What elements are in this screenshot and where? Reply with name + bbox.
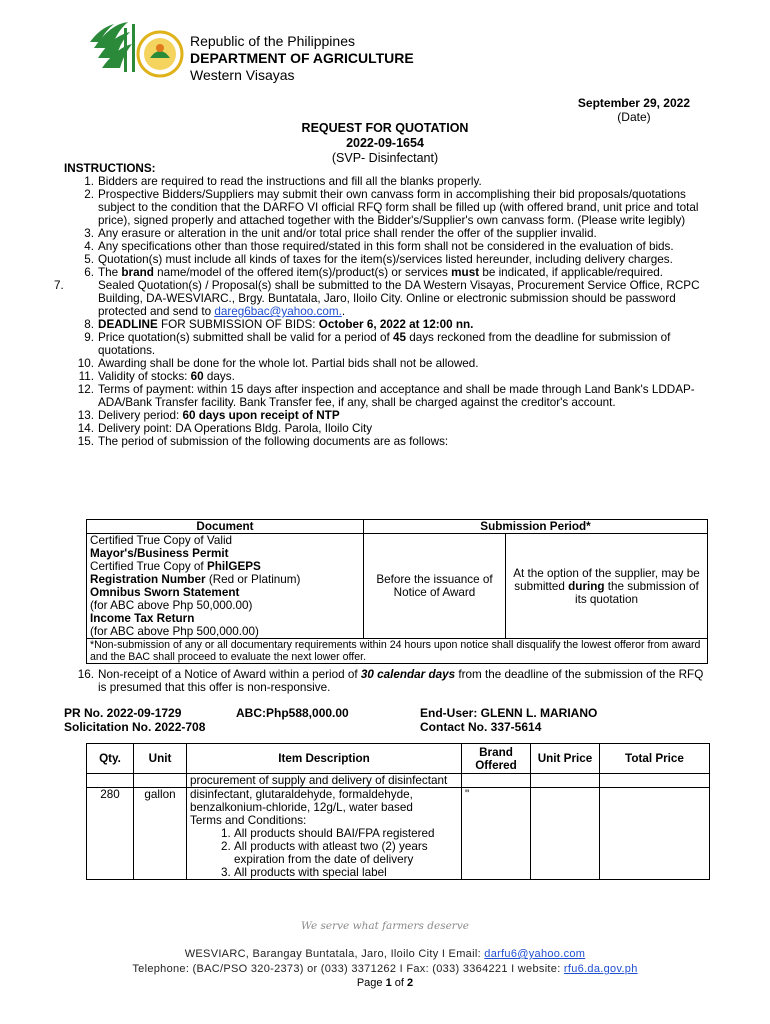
end-user: End-User: GLENN L. MARIANO: [420, 706, 598, 720]
col-document: Document: [87, 520, 364, 534]
contact-number: Contact No. 337-5614: [420, 720, 542, 734]
instruction-item: 8. DEADLINE FOR SUBMISSION OF BIDS: October 6, 2022 at 12:00 nn.: [84, 318, 474, 331]
instruction-item: 2. Prospective Bidders/Suppliers may submit their own canvass form in accomplishing their bid proposals/quotations subject to the condition that the DARFO VI official RFQ form shall be filled up (with offered brand, unit price and total price), signed properly and attached together with the Bidder's/Supplier's own canvass form. (Please write legibly): [84, 188, 699, 227]
table-row: [87, 774, 710, 788]
submission-note: *Non-submission of any or all documentary requirements within 24 hours upon notice shall disqualify the lowest offeror from award and the BAC shall proceed to evaluate the next lower offer.: [87, 639, 708, 664]
instruction-item: 10. Awarding shall be done for the whole lot. Partial bids shall not be allowed.: [77, 357, 479, 370]
abc-amount: ABC:Php588,000.00: [236, 706, 349, 720]
date-value: September 29, 2022: [577, 96, 690, 110]
col-qty: Qty.: [87, 744, 134, 774]
footer-contact: Telephone: (BAC/PSO 320-2373) or (033) 3371262 I Fax: (033) 3364221 I website: rfu6.da.gov.ph: [132, 963, 638, 975]
submission-table: [86, 519, 708, 664]
document-title: [0, 121, 770, 166]
instruction-item: 3. Any erasure or alteration in the unit and/or total price shall render the offer of the supplier invalid.: [84, 227, 597, 240]
instruction-item: 4. Any specifications other than those required/stated in this form shall not be considered in the evaluation of bids.: [84, 240, 674, 253]
instruction-item: 11. Validity of stocks: 60 days.: [78, 370, 235, 383]
pr-number: PR No. 2022-09-1729: [64, 706, 182, 720]
instruction-item: 1. Bidders are required to read the instructions and fill all the blanks properly.: [84, 175, 482, 188]
instruction-item: 5. Quotation(s) must include all kinds of taxes for the item(s)/services listed hereunder, including delivery charges.: [84, 253, 673, 266]
republic-line: Republic of the Philippines: [190, 33, 355, 49]
solicitation-number: Solicitation No. 2022-708: [64, 720, 206, 734]
instructions-heading: INSTRUCTIONS:: [64, 162, 156, 175]
col-item-description: Item Description: [187, 744, 462, 774]
instructions: [54, 162, 714, 448]
footer-website-link[interactable]: rfu6.da.gov.ph: [563, 963, 638, 975]
end-user-block: [420, 706, 597, 734]
instruction-item: 12. Terms of payment: within 15 days after inspection and acceptance and shall be made through Land Bank's LDDAP-ADA/Bank Transfer facility. Bank Transfer fee, if any, shall be charged against the creditor's account.: [77, 383, 695, 409]
item-unit: gallon: [134, 788, 187, 880]
item-intro: procurement of supply and delivery of disinfectant: [187, 774, 462, 788]
document-cell: Certified True Copy of Valid Mayor's/Business Permit Certified True Copy of PhilGEPS Registration Number (Red or Platinum) Omnibus Sworn Statement (for ABC above Php 50,000.00) Income Tax Return (for ABC above Php 500,000.00): [87, 534, 364, 639]
bac-email-link[interactable]: dareg6bac@yahoo.com.: [214, 305, 342, 318]
title-sub: (SVP- Disinfectant): [331, 151, 439, 165]
table-row: [87, 788, 710, 880]
instruction-item: 16. Non-receipt of a Notice of Award within a period of 30 calendar days from the deadline of the submission of the RFQ is presumed that this offer is non-responsive.: [77, 668, 704, 694]
department-line: DEPARTMENT OF AGRICULTURE: [190, 50, 414, 66]
instruction-item: 6. The brand name/model of the offered item(s)/product(s) or services must be indicated, if applicable/required.: [84, 266, 663, 279]
instruction-item: 14. Delivery point: DA Operations Bldg. Parola, Iloilo City: [77, 422, 373, 435]
instruction-item: 9. Price quotation(s) submitted shall be valid for a period of 45 days reckoned from the deadline for submission of quotations.: [84, 331, 671, 357]
page-number: Page 1 of 2: [356, 977, 414, 989]
item-description: disinfectant, glutaraldehyde, formaldehyde, benzalkonium-chloride, 12g/L, water based Terms and Conditions: 1. All products should BAI/FPA registered 2. All products with atleast two (2) years expiration from the date of delivery 3. All products with special label: [187, 788, 462, 880]
date-block: [578, 96, 690, 124]
rfq-number: 2022-09-1654: [346, 136, 424, 150]
footer-email-link[interactable]: darfu6@yahoo.com: [484, 948, 586, 960]
col-total-price: Total Price: [600, 744, 710, 774]
period-option: At the option of the supplier, may be submitted during the submission of its quotation: [506, 534, 708, 639]
footer-address: WESVIARC, Barangay Buntatala, Jaro, Iloilo City I Email: darfu6@yahoo.com: [184, 948, 586, 960]
instruction-item: 13. Delivery period: 60 days upon receipt of NTP: [77, 409, 340, 422]
col-unit-price: Unit Price: [531, 744, 600, 774]
item-unit-price[interactable]: [531, 788, 600, 880]
date-label: (Date): [617, 110, 651, 124]
agency-header: [190, 33, 414, 84]
item-qty: 280: [87, 788, 134, 880]
col-brand-offered: Brand Offered: [462, 744, 531, 774]
instruction-item: 15. The period of submission of the following documents are as follows:: [77, 435, 449, 448]
department-logo: [88, 18, 186, 82]
item-brand[interactable]: ": [462, 788, 531, 880]
instruction-item: 7. Sealed Quotation(s) / Proposal(s) shall be submitted to the DA Western Visayas, Procurement Service Office, RCPC Building, DA-WESVIARC., Brgy. Buntatala, Jaro, Iloilo City. Online or electronic submission should be password protected and send to dareg6bac@yahoo.com..: [54, 279, 700, 318]
pr-block: [64, 706, 205, 734]
period-before-award: Before the issuance of Notice of Award: [364, 534, 506, 639]
region-line: Western Visayas: [190, 67, 295, 83]
col-unit: Unit: [134, 744, 187, 774]
col-submission-period: Submission Period*: [364, 520, 708, 534]
motto: We serve what farmers deserve: [301, 920, 469, 932]
items-table: [86, 743, 710, 880]
item-total-price[interactable]: [600, 788, 710, 880]
deadline: October 6, 2022 at 12:00 nn.: [318, 318, 474, 331]
title-main: REQUEST FOR QUOTATION: [301, 121, 469, 135]
